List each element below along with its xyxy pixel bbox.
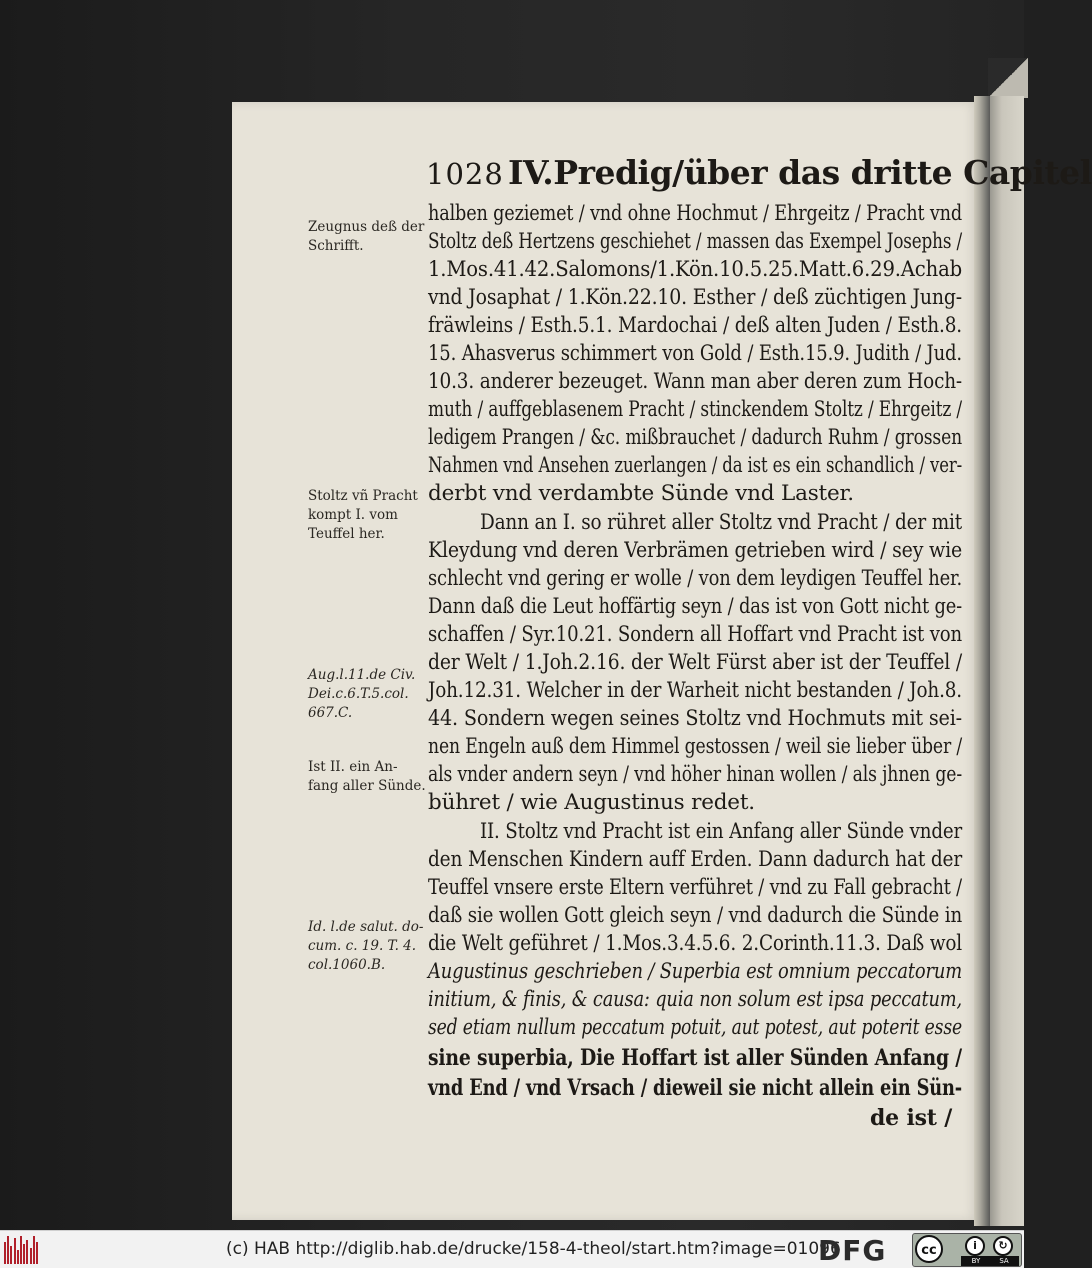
body-line: Stoltz deß Hertzens geschiehet / massen das Exempel Josephs / bbox=[428, 229, 962, 254]
margin-note: Zeugnus deß der bbox=[308, 219, 425, 235]
margin-note: kompt I. vom bbox=[308, 507, 398, 523]
margin-note: Ist II. ein An- bbox=[308, 759, 398, 775]
by-label: BY bbox=[961, 1256, 991, 1266]
margin-note: Stoltz vñ Pracht bbox=[308, 488, 418, 504]
page-edge bbox=[974, 96, 990, 1226]
adjacent-page-sliver bbox=[990, 96, 1024, 1226]
body-line: schaffen / Syr.10.21. Sondern all Hoffart vnd Pracht ist von bbox=[428, 622, 962, 647]
body-line: der Welt / 1.Joh.2.16. der Welt Fürst aber ist der Teuffel / bbox=[428, 650, 962, 675]
body-line: 10.3. anderer bezeuget. Wann man aber deren zum Hoch- bbox=[428, 369, 962, 394]
body-line: fräwleins / Esth.5.1. Mardochai / deß alten Juden / Esth.8. bbox=[428, 313, 962, 338]
body-line: 1.Mos.41.42.Salomons/1.Kön.10.5.25.Matt.6.29.Achab bbox=[428, 257, 962, 282]
body-line-latin: Augustinus geschrieben / Superbia est omnium peccatorum bbox=[428, 959, 962, 984]
running-title: IV.Predig/über das dritte Capitel bbox=[508, 153, 1092, 192]
body-line-emphasis: de ist / bbox=[870, 1105, 953, 1131]
body-line-emphasis: vnd End / vnd Vrsach / dieweil sie nicht allein ein Sün- bbox=[428, 1075, 962, 1101]
page-number: 1028 bbox=[426, 157, 504, 191]
body-line: 44. Sondern wegen seines Stoltz vnd Hochmuts mit sei- bbox=[428, 706, 962, 731]
body-line: muth / auffgeblasenem Pracht / stinckendem Stoltz / Ehrgeitz / bbox=[428, 397, 962, 422]
body-line-latin: initium, & finis, & causa: quia non solum est ipsa peccatum, bbox=[428, 987, 962, 1012]
footer-bar bbox=[0, 1230, 1024, 1268]
body-line: die Welt geführet / 1.Mos.3.4.5.6. 2.Corinth.11.3. Daß wol bbox=[428, 931, 962, 956]
body-line: II. Stoltz vnd Pracht ist ein Anfang aller Sünde vnder bbox=[480, 819, 962, 844]
body-line: halben geziemet / vnd ohne Hochmut / Ehrgeitz / Pracht vnd bbox=[428, 201, 962, 226]
body-line: Joh.12.31. Welcher in der Warheit nicht bestanden / Joh.8. bbox=[428, 678, 962, 703]
copyright-link[interactable]: (c) HAB http://diglib.hab.de/drucke/158-4-theol/start.htm?image=01096 bbox=[226, 1239, 841, 1259]
dfg-logo-icon[interactable]: DFG bbox=[818, 1234, 887, 1267]
page-corner bbox=[988, 58, 1028, 98]
body-line: bühret / wie Augustinus redet. bbox=[428, 790, 755, 815]
body-line: Dann daß die Leut hoffärtig seyn / das ist von Gott nicht ge- bbox=[428, 594, 962, 619]
body-line: Kleydung vnd deren Verbrämen getrieben wird / sey wie bbox=[428, 538, 962, 563]
sa-label: SA bbox=[989, 1256, 1019, 1266]
body-line: Nahmen vnd Ansehen zuerlangen / da ist es ein schandlich / ver- bbox=[428, 453, 962, 478]
body-line: schlecht vnd gering er wolle / von dem leydigen Teuffel her. bbox=[428, 566, 962, 591]
creative-commons-license-icon[interactable] bbox=[912, 1233, 1022, 1267]
margin-note: Schrifft. bbox=[308, 238, 364, 254]
body-line: Teuffel vnsere erste Eltern verführet / vnd zu Fall gebracht / bbox=[428, 875, 962, 900]
body-line: 15. Ahasverus schimmert von Gold / Esth.15.9. Judith / Jud. bbox=[428, 341, 962, 366]
attribution-icon: i bbox=[965, 1236, 985, 1256]
margin-note: Teuffel her. bbox=[308, 526, 385, 542]
body-line: nen Engeln auß dem Himmel gestossen / weil sie lieber über / bbox=[428, 734, 962, 759]
body-line-latin: sed etiam nullum peccatum potuit, aut potest, aut poterit esse bbox=[428, 1015, 962, 1040]
margin-note: Id. l.de salut. do- bbox=[308, 919, 424, 935]
margin-note: col.1060.B. bbox=[308, 957, 386, 973]
body-line: Dann an I. so rühret aller Stoltz vnd Pracht / der mit bbox=[480, 510, 962, 535]
body-line-emphasis: sine superbia, Die Hoffart ist aller Sünden Anfang / bbox=[428, 1045, 962, 1071]
hab-barcode-logo-icon[interactable] bbox=[4, 1234, 38, 1264]
body-line: den Menschen Kindern auff Erden. Dann dadurch hat der bbox=[428, 847, 962, 872]
cc-icon: cc bbox=[915, 1235, 943, 1263]
share-alike-icon: ↻ bbox=[993, 1236, 1013, 1256]
body-line: derbt vnd verdambte Sünde vnd Laster. bbox=[428, 481, 854, 506]
margin-note: cum. c. 19. T. 4. bbox=[308, 938, 417, 954]
margin-note: Dei.c.6.T.5.col. bbox=[308, 686, 409, 702]
body-line: vnd Josaphat / 1.Kön.22.10. Esther / deß züchtigen Jung- bbox=[428, 285, 962, 310]
body-line: als vnder andern seyn / vnd höher hinan wollen / als jhnen ge- bbox=[428, 762, 962, 787]
margin-note: Aug.l.11.de Civ. bbox=[308, 667, 416, 683]
margin-note: fang aller Sünde. bbox=[308, 778, 426, 794]
margin-note: 667.C. bbox=[308, 705, 353, 721]
body-line: daß sie wollen Gott gleich seyn / vnd dadurch die Sünde in bbox=[428, 903, 962, 928]
body-line: ledigem Prangen / &c. mißbrauchet / dadurch Ruhm / grossen bbox=[428, 425, 962, 450]
